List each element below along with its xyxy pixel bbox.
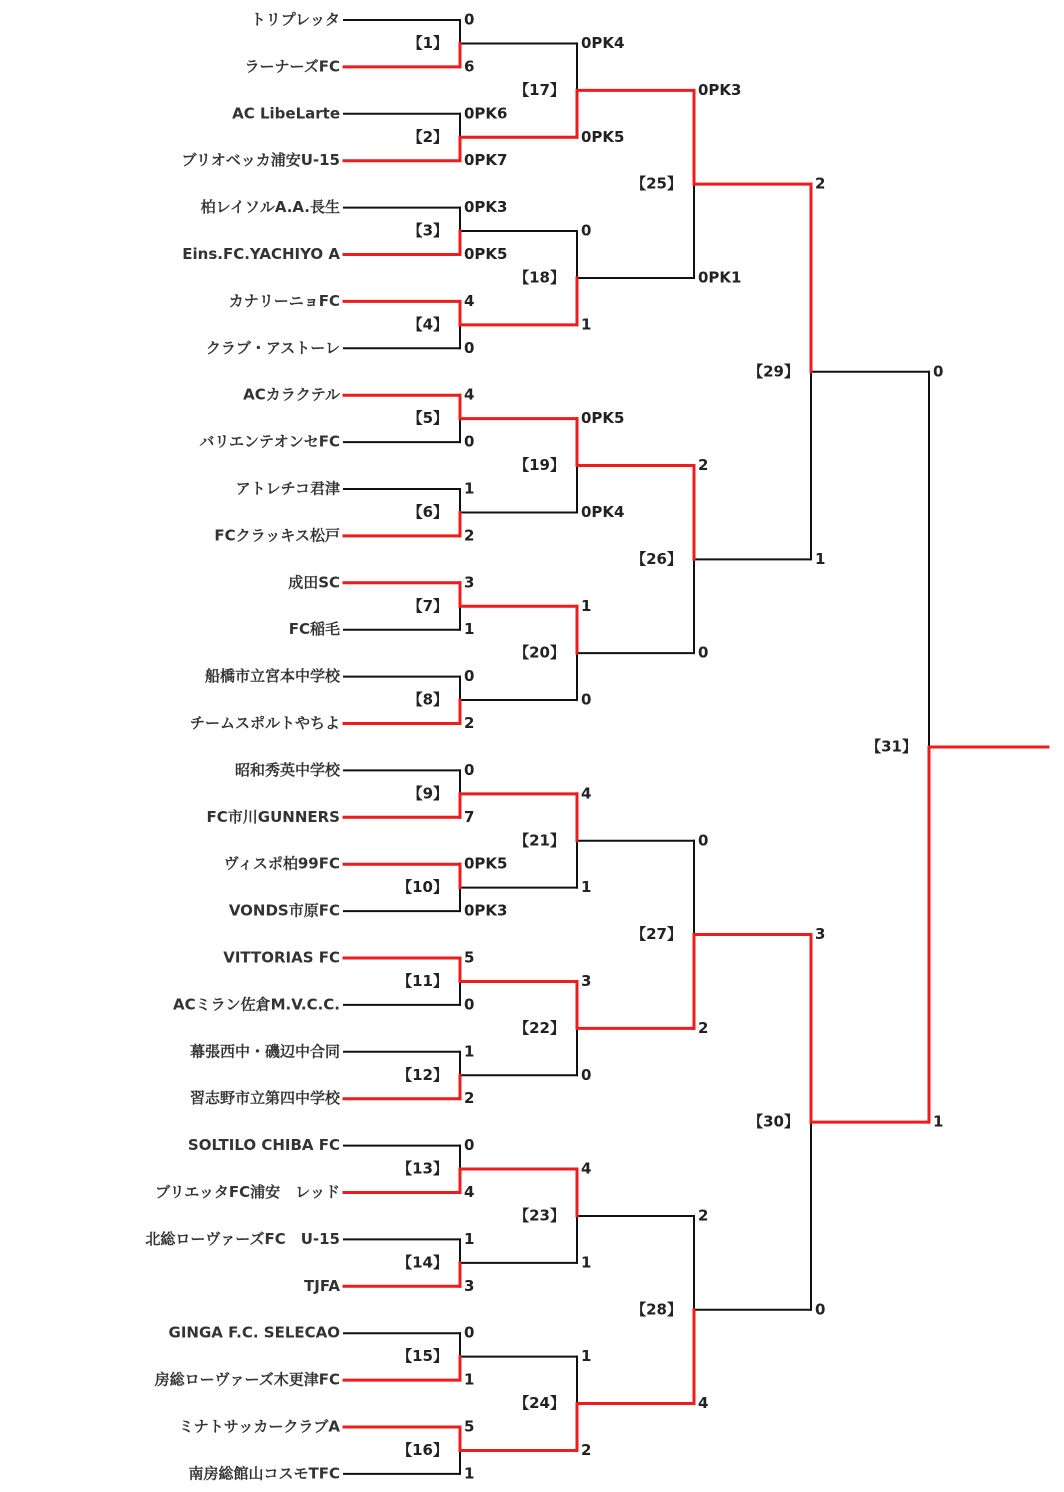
- match-score: 1: [464, 1370, 475, 1389]
- match-score: 0: [464, 432, 475, 451]
- match-number: 【24】: [514, 1394, 565, 1413]
- team-name: ラーナーズFC: [244, 57, 340, 76]
- match-number: 【5】: [407, 409, 448, 428]
- match-number: 【14】: [397, 1253, 448, 1272]
- team-name: ACカラクテル: [243, 385, 340, 404]
- match-score: 6: [464, 57, 475, 76]
- match-score: 0PK4: [581, 33, 625, 52]
- team-name: 柏レイソルA.A.長生: [200, 198, 340, 217]
- team-name: AC LibeLarte: [232, 104, 340, 123]
- match-score: 1: [464, 1464, 475, 1483]
- team-name: クラブ・アストーレ: [205, 338, 340, 357]
- team-name: カナリーニョFC: [228, 291, 340, 310]
- team-name: GINGA F.C. SELECAO: [168, 1323, 340, 1342]
- team-name: 南房総館山コスモTFC: [188, 1464, 340, 1483]
- team-name: ブリエッタFC浦安 レッド: [155, 1183, 340, 1201]
- match-score: 4: [698, 1394, 709, 1413]
- match-number: 【20】: [514, 643, 565, 662]
- match-score: 0: [464, 1323, 475, 1342]
- team-name: Eins.FC.YACHIYO A: [182, 245, 340, 263]
- match-score: 3: [464, 573, 475, 592]
- match-score: 0PK5: [464, 245, 508, 263]
- match-score: 0: [581, 1065, 592, 1084]
- match-score: 0PK7: [464, 151, 508, 170]
- match-score: 4: [581, 784, 592, 803]
- team-name: ヴィスポ柏99FC: [223, 854, 340, 873]
- match-score: 5: [464, 1417, 475, 1436]
- team-name: アトレチコ君津: [235, 479, 340, 498]
- match-number: 【30】: [748, 1112, 799, 1131]
- team-name: 成田SC: [288, 573, 340, 592]
- match-number: 【1】: [407, 33, 448, 52]
- team-name: VITTORIAS FC: [223, 948, 340, 967]
- match-score: 1: [581, 1253, 592, 1272]
- match-number: 【13】: [397, 1159, 448, 1178]
- match-score: 2: [698, 1206, 709, 1225]
- match-number: 【7】: [407, 596, 448, 615]
- match-number: 【31】: [866, 737, 917, 756]
- team-name: ACミラン佐倉M.V.C.C.: [172, 995, 340, 1014]
- match-score: 2: [581, 1440, 592, 1459]
- match-number: 【9】: [407, 784, 448, 803]
- match-score: 0: [698, 831, 709, 850]
- match-score: 2: [464, 526, 475, 545]
- match-score: 4: [464, 1183, 475, 1201]
- match-score: 1: [581, 315, 592, 334]
- match-number: 【16】: [397, 1440, 448, 1459]
- match-score: 0: [464, 995, 475, 1014]
- team-name: 幕張西中・磯辺中合同: [189, 1042, 340, 1061]
- match-score: 0: [581, 690, 592, 709]
- match-score: 0PK3: [464, 901, 508, 920]
- match-score: 0: [464, 667, 475, 686]
- match-score: 0: [815, 1300, 826, 1319]
- match-score: 0PK5: [581, 127, 625, 146]
- match-score: 1: [464, 1229, 475, 1248]
- match-score: 2: [464, 714, 475, 732]
- match-score: 0PK3: [698, 80, 742, 99]
- match-number: 【3】: [407, 221, 448, 240]
- match-score: 7: [464, 807, 475, 826]
- team-name: 船橋市立宮本中学校: [204, 667, 340, 686]
- match-number: 【6】: [407, 502, 448, 521]
- match-number: 【28】: [631, 1300, 682, 1319]
- match-number: 【23】: [514, 1206, 565, 1225]
- match-score: 3: [464, 1276, 475, 1295]
- match-score: 0PK4: [581, 502, 625, 521]
- team-name: ミナトサッカークラブA: [178, 1417, 340, 1436]
- match-number: 【4】: [407, 315, 448, 334]
- match-score: 5: [464, 948, 475, 967]
- match-score: 0: [464, 10, 475, 29]
- match-score: 1: [464, 479, 475, 498]
- match-score: 0: [464, 1136, 475, 1155]
- match-score: 0: [464, 760, 475, 779]
- match-score: 2: [698, 1018, 709, 1037]
- match-score: 0: [933, 362, 944, 381]
- team-name: チームスポルトやちよ: [189, 714, 340, 732]
- match-number: 【22】: [514, 1018, 565, 1037]
- team-name: 房総ローヴァーズ木更津FC: [154, 1370, 340, 1389]
- team-name: FC稲毛: [288, 620, 340, 639]
- team-name: FCクラッキス松戸: [214, 526, 340, 545]
- team-name: 北総ローヴァーズFC U-15: [145, 1229, 340, 1248]
- match-score: 0PK3: [464, 198, 508, 217]
- team-name: 昭和秀英中学校: [234, 760, 340, 779]
- team-name: バリエンテオンセFC: [199, 432, 340, 451]
- match-number: 【2】: [407, 127, 448, 146]
- match-score: 0PK5: [464, 854, 508, 873]
- team-name: FC市川GUNNERS: [206, 807, 340, 826]
- match-score: 1: [815, 549, 826, 568]
- match-score: 1: [464, 1042, 475, 1061]
- match-number: 【21】: [514, 831, 565, 850]
- match-score: 0: [581, 221, 592, 240]
- match-number: 【11】: [397, 971, 448, 990]
- match-score: 0PK1: [698, 268, 742, 287]
- team-name: TJFA: [304, 1276, 340, 1295]
- match-number: 【25】: [631, 174, 682, 193]
- team-name: トリプレッタ: [250, 10, 340, 29]
- match-number: 【10】: [397, 878, 448, 897]
- match-score: 0: [698, 643, 709, 662]
- team-name: VONDS市原FC: [228, 901, 340, 920]
- match-score: 0PK6: [464, 104, 508, 123]
- match-score: 4: [464, 385, 475, 404]
- team-name: ブリオベッカ浦安U-15: [181, 151, 340, 170]
- match-score: 1: [581, 878, 592, 897]
- match-score: 3: [581, 971, 592, 990]
- match-number: 【26】: [631, 549, 682, 568]
- match-number: 【12】: [397, 1065, 448, 1084]
- team-name: SOLTILO CHIBA FC: [187, 1136, 340, 1155]
- match-score: 1: [464, 620, 475, 639]
- match-number: 【19】: [514, 456, 565, 475]
- match-score: 4: [581, 1159, 592, 1178]
- match-score: 1: [581, 596, 592, 615]
- match-score: 2: [815, 174, 826, 193]
- match-number: 【27】: [631, 925, 682, 944]
- match-score: 2: [698, 456, 709, 475]
- match-number: 【17】: [514, 80, 565, 99]
- match-score: 2: [464, 1089, 475, 1108]
- match-number: 【18】: [514, 268, 565, 287]
- match-number: 【29】: [748, 362, 799, 381]
- match-number: 【8】: [407, 690, 448, 709]
- match-score: 0: [464, 338, 475, 357]
- team-name: 習志野市立第四中学校: [189, 1089, 340, 1108]
- match-score: 4: [464, 291, 475, 310]
- match-score: 3: [815, 925, 826, 944]
- match-number: 【15】: [397, 1347, 448, 1366]
- match-score: 1: [933, 1112, 944, 1131]
- match-score: 0PK5: [581, 409, 625, 428]
- match-score: 1: [581, 1347, 592, 1366]
